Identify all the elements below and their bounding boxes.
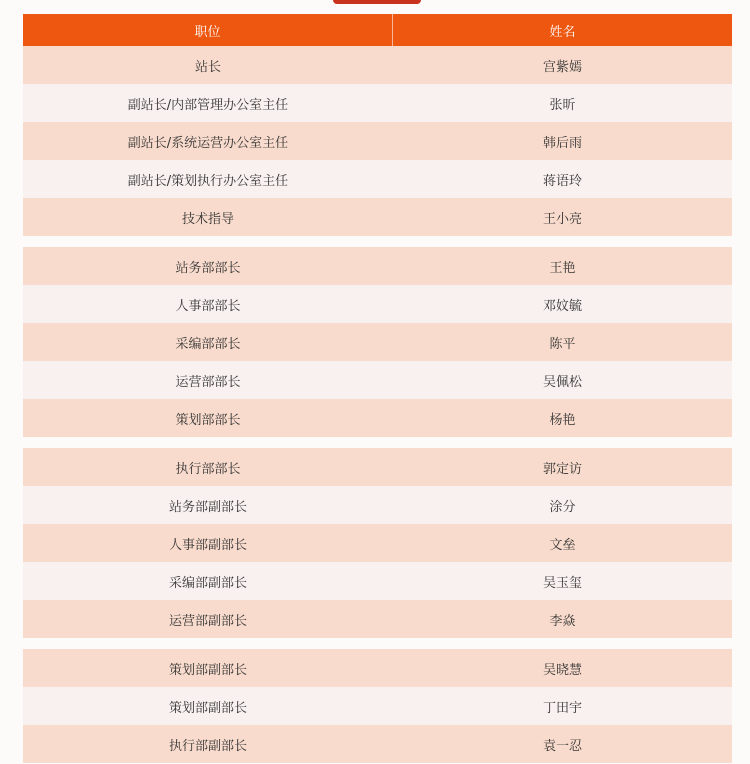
group-separator	[23, 437, 732, 448]
table-row	[23, 486, 732, 524]
name-cell: 涂分	[549, 499, 576, 515]
position-cell: 执行部副部长	[168, 738, 247, 754]
name-cell: 邓妏毓	[542, 298, 582, 314]
name-cell: 袁一忍	[542, 738, 582, 754]
table-row	[23, 247, 732, 285]
position-cell: 运营部副部长	[168, 613, 247, 629]
header-name: 姓名	[549, 24, 576, 40]
name-cell: 王小亮	[542, 211, 582, 227]
table-row	[23, 687, 732, 725]
table-row	[23, 160, 732, 198]
name-cell: 张昕	[549, 97, 576, 113]
table-row	[23, 399, 732, 437]
name-cell: 丁田宇	[542, 700, 582, 716]
name-cell: 杨艳	[549, 412, 576, 428]
position-cell: 副站长/内部管理办公室主任	[127, 97, 289, 113]
group-separator	[23, 236, 732, 247]
position-cell: 站务部副部长	[168, 499, 247, 515]
position-cell: 运营部部长	[175, 374, 241, 390]
position-cell: 策划部副部长	[168, 662, 247, 678]
table-row	[23, 649, 732, 687]
name-cell: 蒋语玲	[542, 173, 582, 189]
position-cell: 采编部部长	[175, 336, 241, 352]
table-row	[23, 725, 732, 763]
name-cell: 吴玉玺	[542, 575, 582, 591]
name-cell: 宫紫嫣	[542, 59, 582, 75]
staff-table	[23, 14, 732, 763]
name-cell: 李焱	[549, 613, 576, 629]
name-cell: 韩后雨	[542, 135, 582, 151]
name-cell: 吴晓慧	[542, 662, 582, 678]
table-row	[23, 122, 732, 160]
name-cell: 吴佩松	[542, 374, 582, 390]
position-cell: 人事部部长	[175, 298, 241, 314]
table-header	[23, 14, 732, 46]
name-cell: 文垒	[549, 537, 576, 553]
position-cell: 采编部副部长	[168, 575, 247, 591]
position-cell: 站长	[194, 59, 221, 75]
table-row	[23, 600, 732, 638]
table-row	[23, 84, 732, 122]
group-separator	[23, 638, 732, 649]
position-cell: 技术指导	[181, 211, 234, 227]
table-row	[23, 46, 732, 84]
table-body	[23, 46, 732, 763]
position-cell: 人事部副部长	[168, 537, 247, 553]
top-tab-decoration	[333, 0, 421, 4]
position-cell: 站务部部长	[175, 260, 241, 276]
table-row	[23, 323, 732, 361]
table-row	[23, 562, 732, 600]
table-row	[23, 361, 732, 399]
table-row	[23, 448, 732, 486]
table-row	[23, 198, 732, 236]
position-cell: 副站长/策划执行办公室主任	[127, 173, 289, 189]
position-cell: 执行部部长	[175, 461, 241, 477]
table-row	[23, 285, 732, 323]
header-position: 职位	[23, 14, 393, 46]
position-cell: 副站长/系统运营办公室主任	[127, 135, 289, 151]
name-cell: 陈平	[549, 336, 576, 352]
position-cell: 策划部部长	[175, 412, 241, 428]
name-cell: 王艳	[549, 260, 576, 276]
position-cell: 策划部副部长	[168, 700, 247, 716]
table-row	[23, 524, 732, 562]
name-cell: 郭定访	[542, 461, 582, 477]
